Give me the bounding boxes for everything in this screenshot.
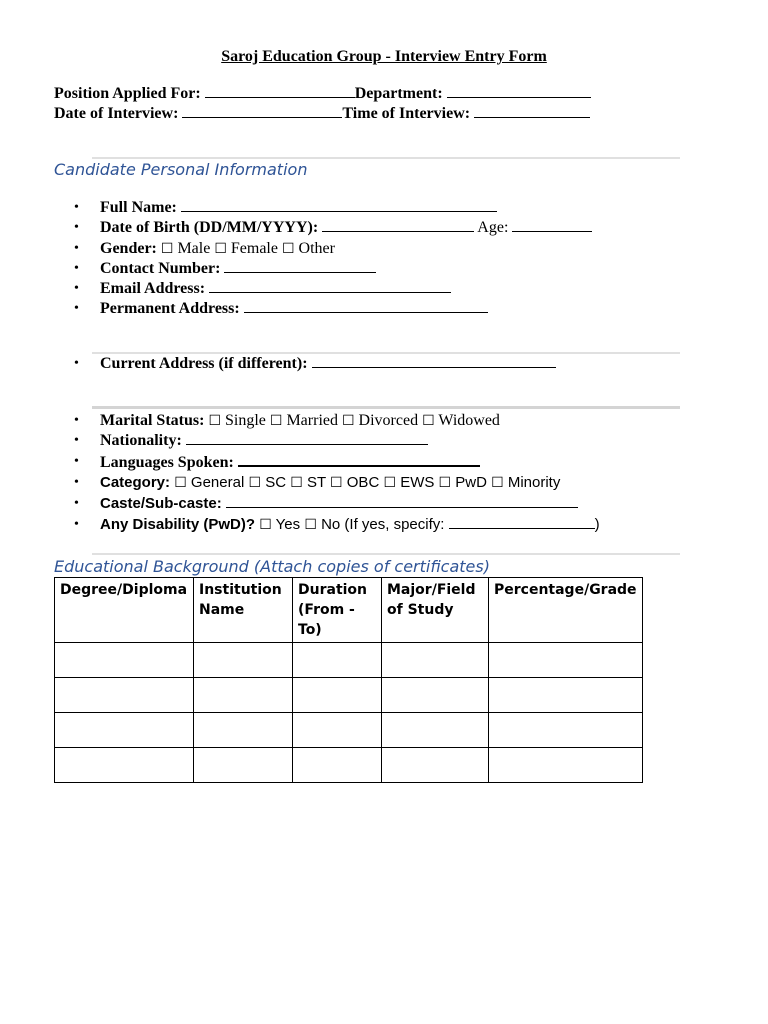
bullet-icon: • <box>74 220 79 235</box>
bullet-icon: • <box>74 454 79 469</box>
marital-option-widowed: Widowed <box>438 412 500 429</box>
table-cell-major[interactable] <box>382 748 489 783</box>
bullet-icon: • <box>74 356 79 371</box>
table-cell-major[interactable] <box>382 643 489 678</box>
category-option-obc: OBC <box>346 474 380 491</box>
disability-specify-field[interactable] <box>449 515 595 529</box>
table-row <box>55 748 643 783</box>
category-option-sc: SC <box>265 474 287 491</box>
education-section-heading: Educational Background (Attach copies of certificates) <box>54 557 490 576</box>
full-name-field[interactable] <box>181 198 497 212</box>
category-obc-checkbox-icon[interactable]: ☐ <box>330 475 343 491</box>
gender-female-checkbox-icon[interactable]: ☐ <box>214 241 227 257</box>
category-option-ews: EWS <box>400 474 435 491</box>
table-cell-degree[interactable] <box>55 678 194 713</box>
table-cell-institution[interactable] <box>194 748 293 783</box>
contact-field[interactable] <box>224 259 376 273</box>
section-divider <box>92 553 680 555</box>
column-header-degree: Degree/Diploma <box>55 578 194 643</box>
form-title: Saroj Education Group - Interview Entry Form <box>221 48 547 65</box>
table-cell-degree[interactable] <box>55 748 194 783</box>
table-cell-duration[interactable] <box>293 713 382 748</box>
category-minority-checkbox-icon[interactable]: ☐ <box>491 475 504 491</box>
category-sc-checkbox-icon[interactable]: ☐ <box>248 475 262 491</box>
column-header-grade: Percentage/Grade <box>489 578 643 643</box>
table-cell-grade[interactable] <box>489 748 643 783</box>
disability-option-no: No (If yes, specify: <box>321 516 445 533</box>
department-field[interactable] <box>447 84 591 98</box>
column-header-major: Major/Field of Study <box>382 578 489 643</box>
category-pwd-checkbox-icon[interactable]: ☐ <box>438 475 452 491</box>
marital-single-checkbox-icon[interactable]: ☐ <box>208 413 221 429</box>
marital-widowed-checkbox-icon[interactable]: ☐ <box>422 413 435 429</box>
full-name-label: Full Name: <box>100 199 177 216</box>
email-field[interactable] <box>209 279 451 293</box>
age-field[interactable] <box>512 218 592 232</box>
bullet-icon: • <box>74 281 79 296</box>
category-option-pwd: PwD <box>455 474 487 491</box>
table-cell-institution[interactable] <box>194 713 293 748</box>
time-label: Time of Interview: <box>342 105 471 122</box>
table-row <box>55 678 643 713</box>
position-label: Position Applied For: <box>54 85 201 102</box>
gender-option-other: Other <box>298 240 335 257</box>
gender-other-checkbox-icon[interactable]: ☐ <box>281 241 295 257</box>
marital-label: Marital Status: <box>100 412 205 429</box>
caste-label: Caste/Sub-caste: <box>100 495 222 512</box>
age-label: Age: <box>477 219 509 236</box>
category-option-minority: Minority <box>507 474 561 491</box>
bullet-icon: • <box>74 261 79 276</box>
category-label: Category: <box>100 474 171 491</box>
table-cell-major[interactable] <box>382 713 489 748</box>
table-cell-grade[interactable] <box>489 643 643 678</box>
table-cell-grade[interactable] <box>489 713 643 748</box>
category-ews-checkbox-icon[interactable]: ☐ <box>383 475 397 491</box>
column-header-institution: Institution Name <box>194 578 293 643</box>
disability-close-paren: ) <box>594 516 600 533</box>
department-label: Department: <box>354 85 443 102</box>
education-table <box>54 577 643 783</box>
header-row-1 <box>54 84 591 104</box>
nationality-field[interactable] <box>186 431 428 445</box>
email-label: Email Address: <box>100 280 206 297</box>
marital-option-single: Single <box>225 412 266 429</box>
table-cell-degree[interactable] <box>55 713 194 748</box>
header-row-2 <box>54 104 590 124</box>
category-st-checkbox-icon[interactable]: ☐ <box>290 475 303 491</box>
date-label: Date of Interview: <box>54 105 179 122</box>
disability-label: Any Disability (PwD)? <box>100 516 256 533</box>
table-cell-degree[interactable] <box>55 643 194 678</box>
table-header-row <box>55 578 643 643</box>
date-field[interactable] <box>182 104 342 118</box>
table-cell-duration[interactable] <box>293 678 382 713</box>
time-field[interactable] <box>474 104 590 118</box>
bullet-icon: • <box>74 200 79 215</box>
dob-label: Date of Birth (DD/MM/YYYY): <box>100 219 319 236</box>
table-cell-institution[interactable] <box>194 643 293 678</box>
bullet-icon: • <box>74 517 79 532</box>
category-option-st: ST <box>306 474 326 491</box>
disability-no-checkbox-icon[interactable]: ☐ <box>304 517 317 533</box>
bullet-icon: • <box>74 475 79 490</box>
section-divider <box>92 157 680 159</box>
table-cell-grade[interactable] <box>489 678 643 713</box>
bullet-icon: • <box>74 413 79 428</box>
table-row <box>55 713 643 748</box>
dob-field[interactable] <box>322 218 474 232</box>
table-cell-institution[interactable] <box>194 678 293 713</box>
contact-label: Contact Number: <box>100 260 221 277</box>
gender-male-checkbox-icon[interactable]: ☐ <box>160 241 174 257</box>
personal-section-heading: Candidate Personal Information <box>54 160 308 179</box>
permanent-address-field[interactable] <box>244 299 488 313</box>
gender-label: Gender: <box>100 240 157 257</box>
caste-field[interactable] <box>226 494 578 508</box>
current-address-field[interactable] <box>312 354 556 368</box>
section-divider <box>92 406 680 409</box>
table-cell-duration[interactable] <box>293 748 382 783</box>
category-option-general: General <box>190 474 245 491</box>
languages-field[interactable] <box>238 452 480 467</box>
marital-option-divorced: Divorced <box>358 412 419 429</box>
bullet-icon: • <box>74 241 79 256</box>
nationality-label: Nationality: <box>100 432 182 449</box>
table-row <box>55 643 643 678</box>
column-header-duration: Duration (From - To) <box>293 578 382 643</box>
marital-divorced-checkbox-icon[interactable]: ☐ <box>341 413 355 429</box>
table-cell-duration[interactable] <box>293 643 382 678</box>
disability-option-yes: Yes <box>275 516 301 533</box>
marital-option-married: Married <box>286 412 338 429</box>
table-cell-major[interactable] <box>382 678 489 713</box>
current-address-label: Current Address (if different): <box>100 355 308 372</box>
permanent-address-label: Permanent Address: <box>100 300 240 317</box>
bullet-icon: • <box>74 301 79 316</box>
disability-yes-checkbox-icon[interactable]: ☐ <box>259 517 272 533</box>
gender-option-male: Male <box>177 240 211 257</box>
bullet-icon: • <box>74 433 79 448</box>
bullet-icon: • <box>74 496 79 511</box>
category-general-checkbox-icon[interactable]: ☐ <box>174 475 187 491</box>
marital-married-checkbox-icon[interactable]: ☐ <box>269 413 283 429</box>
position-field[interactable] <box>205 84 355 98</box>
languages-label: Languages Spoken: <box>100 454 234 471</box>
gender-option-female: Female <box>230 240 278 257</box>
